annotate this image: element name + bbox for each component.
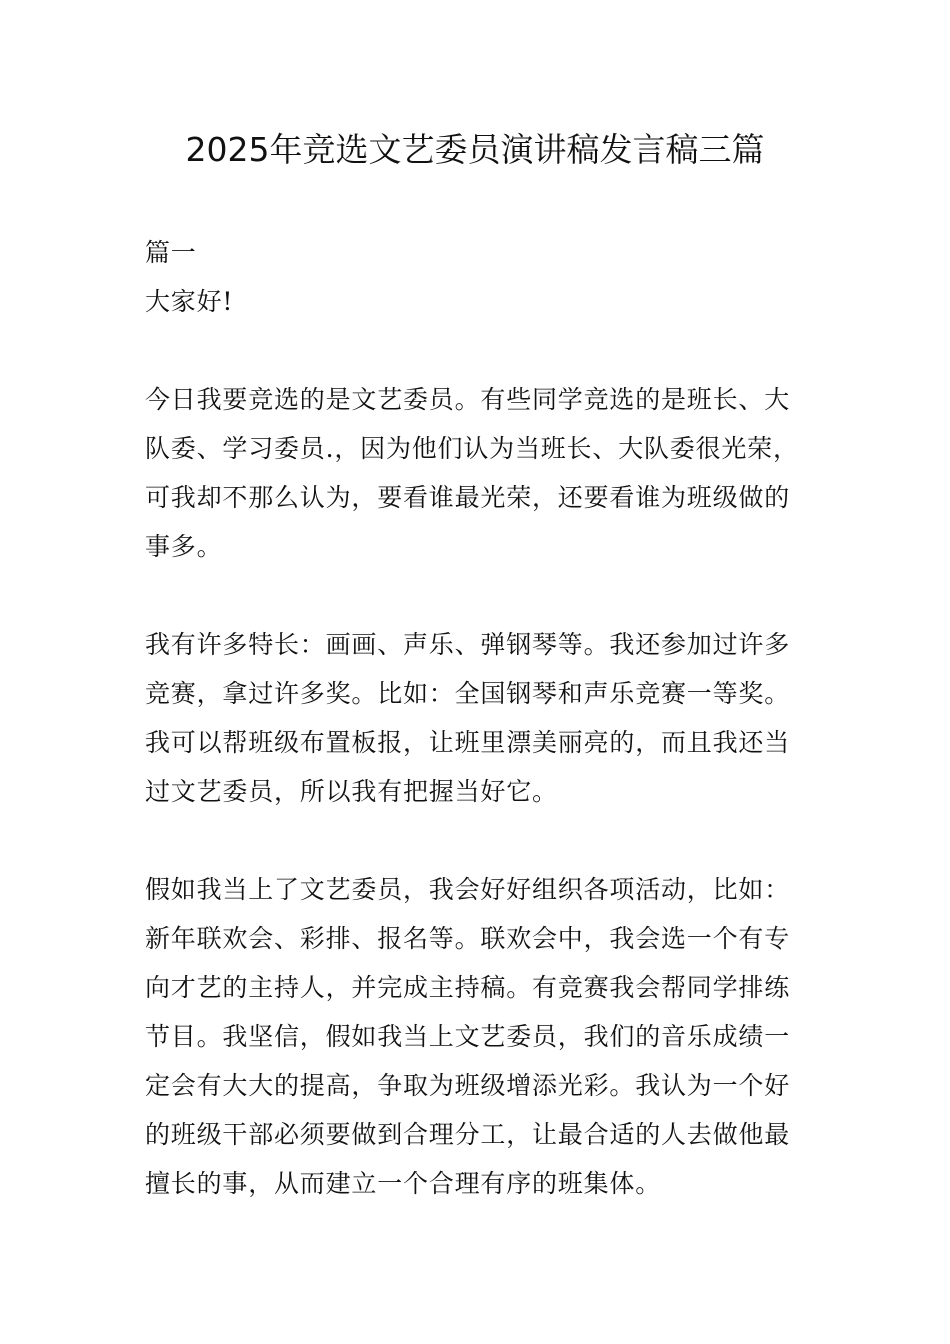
text-line: 新年联欢会、彩排、报名等。联欢会中，我会选一个有专 xyxy=(145,924,791,953)
text-line: 我有许多特长：画画、声乐、弹钢琴等。我还参加过许多 xyxy=(145,630,791,659)
paragraph-2 xyxy=(145,620,810,816)
text-line: 定会有大大的提高，争取为班级增添光彩。我认为一个好 xyxy=(145,1071,791,1100)
paragraph-gap xyxy=(145,326,810,375)
text-line: 我可以帮班级布置板报，让班里漂美丽亮的，而且我还当 xyxy=(145,728,791,757)
paragraph-gap xyxy=(145,816,810,865)
text-line: 今日我要竞选的是文艺委员。有些同学竞选的是班长、大 xyxy=(145,385,791,414)
greeting: 大家好! xyxy=(145,287,234,316)
text-line: 竞赛，拿过许多奖。比如：全国钢琴和声乐竞赛一等奖。 xyxy=(145,679,791,708)
document-title: 2025年竞选文艺委员演讲稿发言稿三篇 xyxy=(185,130,765,169)
text-line: 队委、学习委员.，因为他们认为当班长、大队委很光荣， xyxy=(145,434,799,463)
section-label: 篇一 xyxy=(145,238,197,267)
paragraph-1 xyxy=(145,375,810,571)
text-line: 事多。 xyxy=(145,532,223,561)
text-line: 假如我当上了文艺委员，我会好好组织各项活动，比如： xyxy=(145,875,791,904)
paragraph-gap xyxy=(145,571,810,620)
document-body xyxy=(145,228,810,1208)
text-line: 过文艺委员，所以我有把握当好它。 xyxy=(145,777,558,806)
text-line: 的班级干部必须要做到合理分工，让最合适的人去做他最 xyxy=(145,1120,791,1149)
text-line: 向才艺的主持人，并完成主持稿。有竞赛我会帮同学排练 xyxy=(145,973,791,1002)
text-line: 擅长的事，从而建立一个合理有序的班集体。 xyxy=(145,1169,662,1198)
text-line: 节目。我坚信，假如我当上文艺委员，我们的音乐成绩一 xyxy=(145,1022,791,1051)
text-line: 可我却不那么认为，要看谁最光荣，还要看谁为班级做的 xyxy=(145,483,791,512)
paragraph-3 xyxy=(145,865,810,1208)
